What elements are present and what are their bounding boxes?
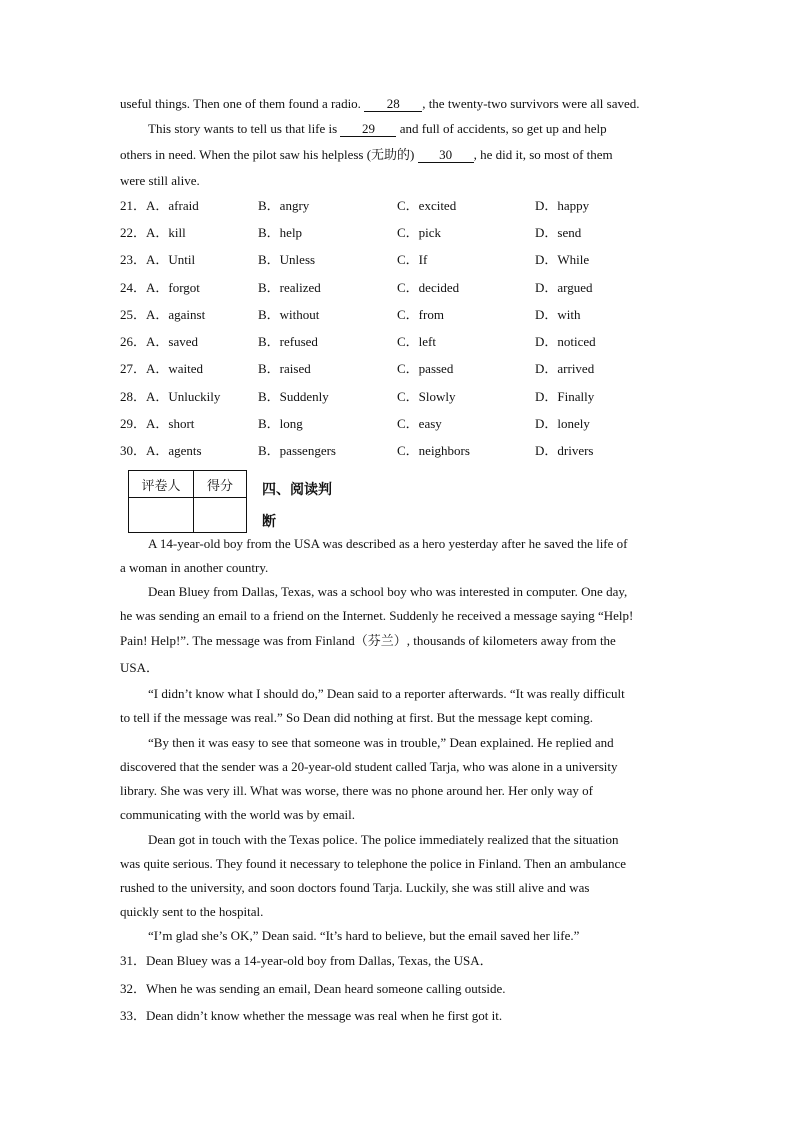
option-b: B．Suddenly bbox=[258, 389, 329, 404]
passage-text: others in need. When the pilot saw his helpless (无助的) bbox=[120, 147, 418, 162]
option-c: C．passed bbox=[397, 361, 454, 376]
option-b: B．passengers bbox=[258, 443, 336, 458]
passage-text: , he did it, so most of them bbox=[473, 147, 613, 162]
question-number: 24． bbox=[120, 280, 147, 295]
reading-line: “I’m glad she’s OK,” Dean said. “It’s hard to believe, but the email saved her life.” bbox=[148, 928, 580, 943]
question-number: 28． bbox=[120, 389, 147, 404]
option-d: D．Finally bbox=[535, 389, 595, 404]
option-c: C．left bbox=[397, 334, 436, 349]
option-c: C．pick bbox=[397, 225, 442, 240]
option-c: C．excited bbox=[397, 198, 457, 213]
option-d: D．with bbox=[535, 307, 581, 322]
passage-text: This story wants to tell us that life is bbox=[148, 121, 341, 136]
blank-28: 28 bbox=[364, 97, 422, 112]
score-table bbox=[128, 470, 247, 533]
option-a: A．forgot bbox=[146, 280, 200, 295]
blank-29: 29 bbox=[340, 122, 396, 137]
reading-line: Dean got in touch with the Texas police. The police immediately realized that the situation bbox=[148, 832, 619, 847]
option-c: C．decided bbox=[397, 280, 460, 295]
option-b: B．refused bbox=[258, 334, 318, 349]
option-a: A．saved bbox=[146, 334, 198, 349]
score-header: 得分 bbox=[194, 471, 247, 498]
passage-text: useful things. Then one of them found a radio. bbox=[120, 96, 365, 111]
option-b: B．help bbox=[258, 225, 303, 240]
option-d: D．noticed bbox=[535, 334, 596, 349]
blank-30: 30 bbox=[418, 148, 474, 163]
option-b: B．Unless bbox=[258, 252, 316, 267]
option-a: A．Unluckily bbox=[146, 389, 221, 404]
reading-line: discovered that the sender was a 20-year-old student called Tarja, who was alone in a university bbox=[120, 759, 618, 774]
option-b: B．realized bbox=[258, 280, 321, 295]
option-d: D．lonely bbox=[535, 416, 590, 431]
reading-line: was quite serious. They found it necessary to telephone the police in Finland. Then an ambulance bbox=[120, 856, 627, 871]
question-number: 26． bbox=[120, 334, 147, 349]
reading-line: rushed to the university, and soon doctors found Tarja. Luckily, she was still alive and was bbox=[120, 880, 590, 895]
option-d: D．While bbox=[535, 252, 590, 267]
section-title bbox=[262, 474, 342, 538]
section-title-line: 四、阅读判 bbox=[262, 482, 332, 498]
option-a: A．Until bbox=[146, 252, 196, 267]
reading-line: library. She was very ill. What was worse, there was no phone around her. Her only way of bbox=[120, 783, 593, 798]
reading-line: Dean Bluey from Dallas, Texas, was a school boy who was interested in computer. One day, bbox=[148, 584, 628, 599]
question-number: 22． bbox=[120, 225, 147, 240]
grader-cell bbox=[129, 498, 194, 533]
option-a: A．kill bbox=[146, 225, 186, 240]
option-b: B．without bbox=[258, 307, 320, 322]
option-c: C．neighbors bbox=[397, 443, 470, 458]
question-number: 30． bbox=[120, 443, 147, 458]
reading-line: “By then it was easy to see that someone was in trouble,” Dean explained. He replied and bbox=[148, 735, 614, 750]
statement-32: 32．When he was sending an email, Dean heard someone calling outside. bbox=[120, 981, 506, 996]
reading-line: USA． bbox=[120, 660, 160, 675]
passage-line bbox=[120, 147, 613, 163]
option-d: D．argued bbox=[535, 280, 593, 295]
passage-text: , the twenty-two survivors were all saved. bbox=[422, 96, 640, 111]
passage-text: and full of accidents, so get up and help bbox=[396, 121, 607, 136]
statement-31: 31．Dean Bluey was a 14-year-old boy from Dallas, Texas, the USA． bbox=[120, 953, 493, 968]
question-number: 27． bbox=[120, 361, 147, 376]
option-a: A．afraid bbox=[146, 198, 199, 213]
reading-line: to tell if the message was real.” So Dean did nothing at first. But the message kept coming. bbox=[120, 710, 593, 725]
option-d: D．send bbox=[535, 225, 582, 240]
option-a: A．short bbox=[146, 416, 195, 431]
option-b: B．angry bbox=[258, 198, 310, 213]
question-number: 29． bbox=[120, 416, 147, 431]
passage-line bbox=[148, 121, 607, 137]
statement-33: 33．Dean didn’t know whether the message was real when he first got it. bbox=[120, 1008, 503, 1023]
option-a: A．agents bbox=[146, 443, 202, 458]
option-b: B．raised bbox=[258, 361, 311, 376]
question-number: 21． bbox=[120, 198, 147, 213]
grader-header: 评卷人 bbox=[129, 471, 194, 498]
option-d: D．drivers bbox=[535, 443, 594, 458]
reading-line: quickly sent to the hospital. bbox=[120, 904, 264, 919]
reading-line: a woman in another country. bbox=[120, 560, 269, 575]
passage-line bbox=[120, 96, 640, 112]
option-c: C．If bbox=[397, 252, 428, 267]
section-title-line: 断 bbox=[262, 514, 276, 530]
reading-line: Pain! Help!”. The message was from Finland（芬兰）, thousands of kilometers away from the bbox=[120, 633, 616, 648]
option-c: C．easy bbox=[397, 416, 442, 431]
reading-line: communicating with the world was by email. bbox=[120, 807, 356, 822]
reading-line: he was sending an email to a friend on the Internet. Suddenly he received a message saying “Help! bbox=[120, 608, 634, 623]
option-c: C．Slowly bbox=[397, 389, 456, 404]
passage-line: were still alive. bbox=[120, 173, 200, 188]
option-a: A．against bbox=[146, 307, 206, 322]
question-number: 25． bbox=[120, 307, 147, 322]
option-b: B．long bbox=[258, 416, 303, 431]
reading-line: “I didn’t know what I should do,” Dean said to a reporter afterwards. “It was really difficult bbox=[148, 686, 625, 701]
option-d: D．arrived bbox=[535, 361, 595, 376]
question-number: 23． bbox=[120, 252, 147, 267]
option-d: D．happy bbox=[535, 198, 590, 213]
option-c: C．from bbox=[397, 307, 444, 322]
reading-line: A 14-year-old boy from the USA was described as a hero yesterday after he saved the life of bbox=[148, 536, 628, 551]
score-cell bbox=[194, 498, 247, 533]
option-a: A．waited bbox=[146, 361, 204, 376]
